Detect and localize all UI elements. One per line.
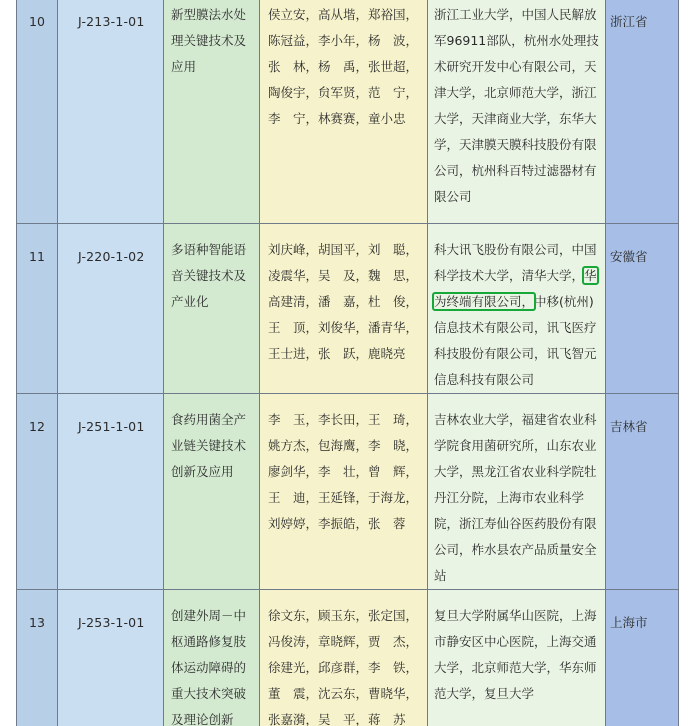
completers — [260, 0, 428, 224]
completers-line: 徐文东，顾玉东，张定国， — [268, 608, 419, 623]
completers-line: 凌震华，吴 及，魏 思， — [268, 268, 419, 283]
completers-line: 刘婷婷，李振皓，张 蓉 — [268, 516, 406, 531]
project-name-line: 及理论创新 — [171, 712, 234, 726]
row-number: 11 — [17, 224, 58, 394]
province: 安徽省 — [606, 224, 679, 394]
project-name-line: 产业化 — [171, 294, 209, 309]
project-name-line: 食药用菌全产 — [171, 412, 247, 427]
organizations — [428, 590, 606, 726]
completers — [260, 224, 428, 394]
organizations — [428, 0, 606, 224]
table-row — [17, 224, 679, 394]
completers-line: 侯立安，高从堦，郑裕国， — [268, 7, 419, 22]
project-code: J-213-1-01 — [58, 0, 164, 224]
project-name-line: 理关键技术及 — [171, 33, 247, 48]
organizations-line — [434, 263, 600, 289]
province: 吉林省 — [606, 394, 679, 590]
organizations-line: 学，天津膜天膜科技股份有限 — [434, 137, 597, 152]
completers-line: 冯俊涛，章晓辉，贾 杰， — [268, 634, 419, 649]
project-code: J-220-1-02 — [58, 224, 164, 394]
organizations-line: 大学，黑龙江省农业科学院牡 — [434, 464, 597, 479]
organizations-line: 站 — [434, 568, 447, 583]
table-row — [17, 394, 679, 590]
organizations-line: 市静安区中心医院，上海交通 — [434, 634, 597, 649]
project-name-line: 枢通路修复肢 — [171, 634, 247, 649]
completers-line: 李 玉，李长田，王 琦， — [268, 412, 419, 427]
completers-line: 刘庆峰，胡国平，刘 聪， — [268, 242, 419, 257]
completers-line: 姚方杰，包海鹰，李 晓， — [268, 438, 419, 453]
organizations-line: 复旦大学附属华山医院，上海 — [434, 608, 597, 623]
organizations-line: 限公司 — [434, 189, 472, 204]
row-number: 13 — [17, 590, 58, 726]
completers-line: 王 迪，王延锋，于海龙， — [268, 490, 419, 505]
organizations-line: 大学，北京师范大学，华东师 — [434, 660, 597, 675]
organizations-line: 军96911部队，杭州水处理技 — [434, 33, 599, 48]
province: 浙江省 — [606, 0, 679, 224]
organizations-line: 公司，杭州科百特过滤器材有 — [434, 163, 597, 178]
organizations-line: 科技股份有限公司，讯飞智元 — [434, 346, 597, 361]
organizations-line: 吉林农业大学，福建省农业科 — [434, 412, 597, 427]
organizations-line: 信息技术有限公司，讯飞医疗 — [434, 320, 597, 335]
project-name — [164, 224, 260, 394]
organizations-line: 信息科技有限公司 — [434, 372, 535, 387]
completers-line: 张嘉漪，吴 平，蒋 苏 — [268, 712, 406, 726]
organizations-line: 大学，天津商业大学，东华大 — [434, 111, 597, 126]
row-number: 10 — [17, 0, 58, 224]
project-name — [164, 0, 260, 224]
organizations-line: 公司，柞水县农产品质量安全 — [434, 542, 597, 557]
completers-line: 廖剑华，李 壮，曾 辉， — [268, 464, 419, 479]
highlight-box: 华 — [584, 268, 597, 283]
project-name — [164, 394, 260, 590]
organizations-line: 浙江工业大学，中国人民解放 — [434, 7, 597, 22]
completers-line: 陈冠益，李小年，杨 波， — [268, 33, 419, 48]
project-name-line: 重大技术突破 — [171, 686, 247, 701]
organizations-line: 津大学，北京师范大学，浙江 — [434, 85, 597, 100]
completers-line: 张 林，杨 禹，张世超， — [268, 59, 419, 74]
award-table — [16, 0, 679, 726]
completers-line: 王 顶，刘俊华，潘青华， — [268, 320, 419, 335]
project-code: J-251-1-01 — [58, 394, 164, 590]
table-row — [17, 590, 679, 726]
organizations-line: 范大学，复旦大学 — [434, 686, 535, 701]
project-name-line: 新型膜法水处 — [171, 7, 247, 22]
organizations — [428, 394, 606, 590]
organizations-text: 中移(杭州) — [534, 294, 594, 309]
project-name-line: 应用 — [171, 59, 197, 74]
completers-line: 董 震，沈云东，曹晓华， — [268, 686, 419, 701]
completers-line: 陶俊宇，贠军贤，范 宁， — [268, 85, 419, 100]
completers-line: 高建清，潘 嘉，杜 俊， — [268, 294, 419, 309]
project-code: J-253-1-01 — [58, 590, 164, 726]
completers — [260, 394, 428, 590]
highlight-box: 为终端有限公司， — [434, 294, 535, 309]
organizations-line: 院，浙江寿仙谷医药股份有限 — [434, 516, 597, 531]
completers-line: 徐建光，邱彦群，李 铁， — [268, 660, 419, 675]
organizations-line: 丹江分院，上海市农业科学 — [434, 490, 585, 505]
project-name — [164, 590, 260, 726]
project-name-line: 体运动障碍的 — [171, 660, 247, 675]
organizations-text: 科学技术大学，清华大学， — [434, 268, 585, 283]
project-name-line: 创新及应用 — [171, 464, 234, 479]
organizations-line: 科大讯飞股份有限公司，中国 — [434, 242, 597, 257]
organizations-line — [434, 289, 600, 315]
table-row — [17, 0, 679, 224]
project-name-line: 业链关键技术 — [171, 438, 247, 453]
province: 上海市 — [606, 590, 679, 726]
organizations — [428, 224, 606, 394]
completers — [260, 590, 428, 726]
project-name-line: 创建外周－中 — [171, 608, 247, 623]
row-number: 12 — [17, 394, 58, 590]
project-name-line: 多语种智能语 — [171, 242, 247, 257]
organizations-line: 术研究开发中心有限公司，天 — [434, 59, 597, 74]
completers-line: 王士进，张 跃，鹿晓亮 — [268, 346, 406, 361]
organizations-line: 学院食用菌研究所，山东农业 — [434, 438, 597, 453]
project-name-line: 音关键技术及 — [171, 268, 247, 283]
completers-line: 李 宁，林赛赛，童小忠 — [268, 111, 406, 126]
